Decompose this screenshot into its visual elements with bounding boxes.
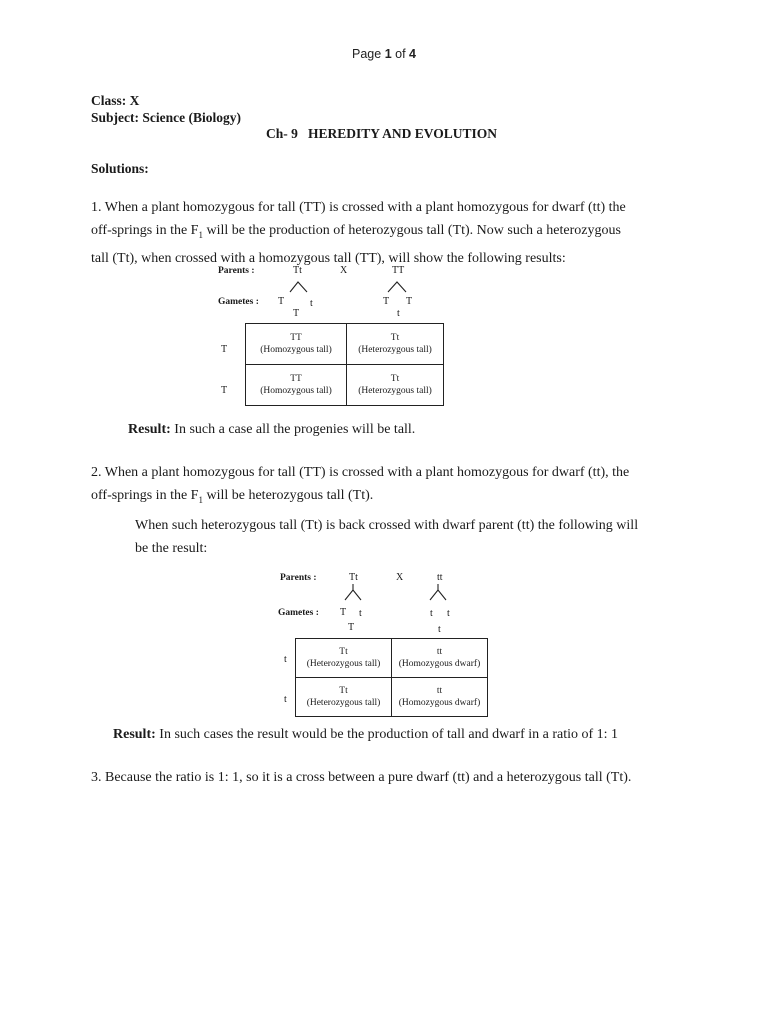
q2-line1: 2. When a plant homozygous for tall (TT) is crossed with a plant homozygous for dwarf (tt), the xyxy=(91,465,630,480)
q2-line3: When such heterozygous tall (Tt) is back crossed with dwarf parent (tt) the following will xyxy=(135,518,639,533)
q1-parent1: Tt xyxy=(293,265,302,276)
q1-line3: tall (Tt), when crossed with a homozygous tall (TT), will show the following results: xyxy=(91,250,566,266)
q1-punnett-figure xyxy=(210,262,450,410)
q2-cross: X xyxy=(396,572,404,583)
q2-gamete2a: t xyxy=(430,608,433,619)
q1-gamete-lines xyxy=(210,262,450,302)
q2-parent1: Tt xyxy=(349,572,358,583)
q1-column-header-2: t xyxy=(397,308,400,319)
q1-gametes-label: Gametes : xyxy=(218,297,259,307)
q2-gamete1b: t xyxy=(359,608,362,619)
q2-gametes-label: Gametes : xyxy=(278,608,319,618)
q1-result xyxy=(128,422,415,438)
table-row xyxy=(296,678,488,717)
page-total: 4 xyxy=(409,47,416,61)
table-row xyxy=(296,639,488,678)
page-number: Page 1 of 4 xyxy=(352,47,416,61)
q2-gamete-lines xyxy=(272,568,498,612)
subject-label: Subject: Science (Biology) xyxy=(91,110,241,125)
q1-result-label: Result: xyxy=(128,422,171,437)
punnett-cell: Tt (Heterozygous tall) xyxy=(347,324,444,365)
q2-backcross-paragraph xyxy=(135,514,695,560)
q1-gamete2b: T xyxy=(406,296,413,307)
q2-result-label: Result: xyxy=(113,727,156,742)
q1-cross: X xyxy=(340,265,348,276)
solutions-label: Solutions: xyxy=(91,161,149,176)
q1-row-header-1: T xyxy=(221,344,228,355)
table-row xyxy=(246,324,444,365)
punnett-cell: Tt (Heterozygous tall) xyxy=(296,639,392,678)
q1-gamete1b: t xyxy=(310,298,313,309)
q2-paragraph xyxy=(91,461,691,512)
q1-row-header-2: T xyxy=(221,385,228,396)
q2-gamete1a: T xyxy=(340,607,347,618)
q2-parents-label: Parents : xyxy=(280,573,317,583)
punnett-cell: Tt (Heterozygous tall) xyxy=(296,678,392,717)
q2-gamete2b: t xyxy=(447,608,450,619)
q1-line2: off-springs in the $F_1$ will be the production of heterozygous tall (Tt). Now such a heterozygous xyxy=(91,223,621,240)
q2-punnett-figure xyxy=(272,568,498,718)
q1-line1: 1. When a plant homozygous for tall (TT) is crossed with a plant homozygous for dwarf (tt) the xyxy=(91,200,626,215)
q2-line2: off-springs in the $F_1$ will be heterozygous tall (Tt). xyxy=(91,488,374,505)
q2-punnett-table xyxy=(295,638,488,717)
q2-parent2: tt xyxy=(437,572,443,583)
q1-result-text: In such a case all the progenies will be tall. xyxy=(170,422,416,437)
q1-parent2: TT xyxy=(392,265,405,276)
punnett-cell: TT (Homozygous tall) xyxy=(246,365,347,406)
punnett-cell: TT (Homozygous tall) xyxy=(246,324,347,365)
q1-column-header-1: T xyxy=(293,308,300,319)
q1-paragraph xyxy=(91,196,691,270)
q2-column-header-2: t xyxy=(438,624,441,635)
q2-row-header-1: t xyxy=(284,654,287,665)
punnett-cell: tt (Homozygous dwarf) xyxy=(392,678,488,717)
chapter-title: Ch- 9 HEREDITY AND EVOLUTION xyxy=(266,126,498,141)
q2-column-header-1: T xyxy=(348,622,355,633)
punnett-cell: Tt (Heterozygous tall) xyxy=(347,365,444,406)
q1-parents-label: Parents : xyxy=(218,266,255,276)
class-label: Class: X xyxy=(91,93,140,108)
q2-result-text: In such cases the result would be the production of tall and dwarf in a ratio of 1: 1 xyxy=(155,727,619,742)
punnett-cell: tt (Homozygous dwarf) xyxy=(392,639,488,678)
q3-paragraph xyxy=(91,766,731,789)
q1-punnett-table xyxy=(245,323,444,406)
q2-row-header-2: t xyxy=(284,694,287,705)
q3-line1: 3. Because the ratio is 1: 1, so it is a cross between a pure dwarf (tt) and a heterozygous tall (Tt). xyxy=(91,770,632,785)
q2-line4: be the result: xyxy=(135,541,208,556)
table-row xyxy=(246,365,444,406)
page-current: 1 xyxy=(384,47,392,61)
q1-gamete1a: T xyxy=(278,296,285,307)
q1-gamete2a: T xyxy=(383,296,390,307)
q2-result xyxy=(113,727,618,743)
